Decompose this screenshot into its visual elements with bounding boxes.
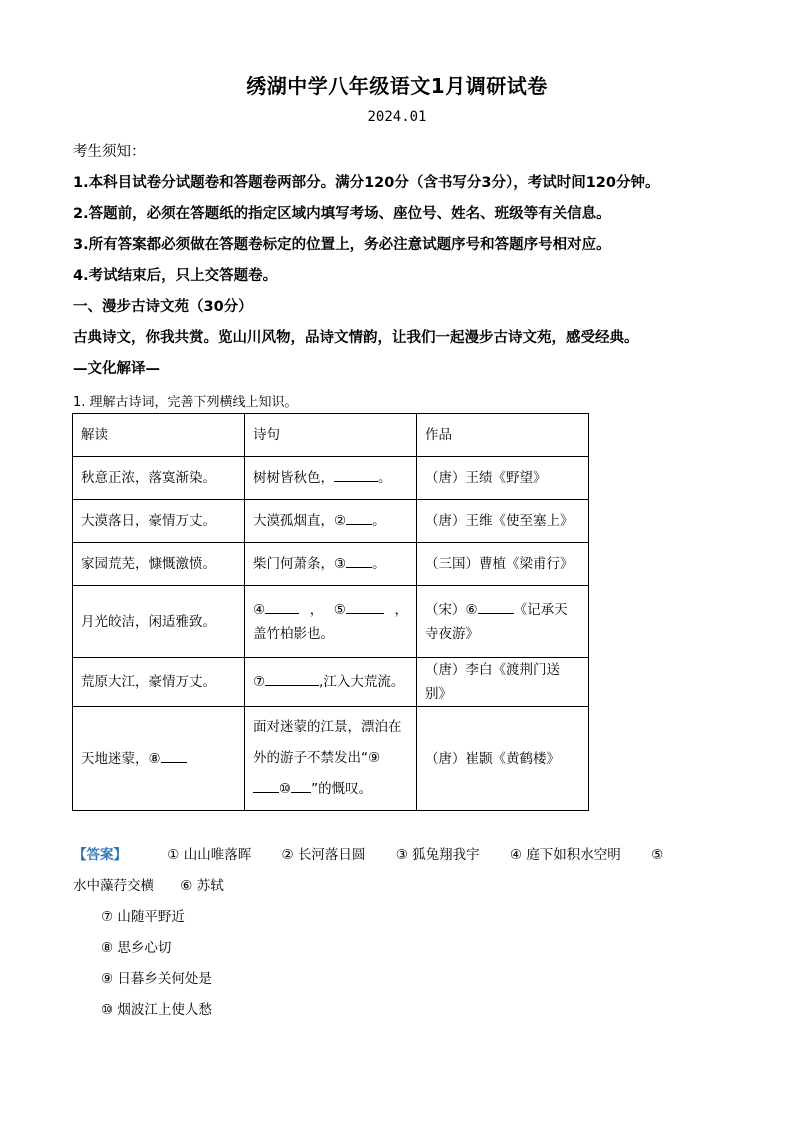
blank-marker: ⑤	[333, 601, 346, 618]
blank-marker: ⑦	[253, 674, 266, 690]
blank-10	[291, 778, 311, 793]
blank-8	[161, 748, 187, 763]
answer-num: ③	[395, 847, 408, 863]
answer-text: 庭下如积水空明	[526, 847, 621, 863]
question-text: 1. 理解古诗词，完善下列横线上知识。	[73, 395, 298, 410]
verse-end: ,江入大荒流。	[319, 674, 405, 690]
interp-text: 天地迷蒙，⑧	[81, 750, 161, 767]
verse-cell	[245, 586, 417, 658]
blank-1	[334, 467, 378, 482]
answer-text: 山山唯落晖	[183, 847, 252, 863]
answer-text: 思乡心切	[117, 940, 172, 956]
interp-cell: 荒原大江，豪情万丈。	[73, 658, 245, 707]
answer-text: 长河落日圆	[297, 847, 366, 863]
work-cell	[417, 586, 589, 658]
table-row	[73, 586, 589, 658]
table-header-row	[73, 414, 589, 457]
verse-end: 。	[378, 470, 392, 486]
blank-marker: ⑩	[279, 781, 292, 797]
verse-cell	[245, 707, 417, 811]
answer-num: ⑧	[101, 940, 114, 956]
blank-marker: （宋）⑥	[425, 601, 478, 618]
verse-end: ”的慨叹。	[311, 781, 373, 797]
work-title: 《记承天寺夜游》	[425, 601, 568, 642]
interp-cell: 月光皎洁，闲适雅致。	[73, 586, 245, 658]
notice-item-4: 4.考试结束后，只上交答题卷。	[73, 268, 278, 284]
answer-text: 烟波江上使人愁	[117, 1002, 212, 1018]
table-row	[73, 658, 589, 707]
notice-heading: 考生须知：	[73, 144, 146, 160]
work-cell: （唐）崔颢《黄鹤楼》	[417, 707, 589, 811]
section-intro: 古典诗文，你我共赏。览山川风物，品诗文情韵，让我们一起漫步古诗文苑，感受经典。	[73, 330, 639, 346]
table-row	[73, 543, 589, 586]
verse-cell	[245, 543, 417, 586]
answer-tag: 【答案】	[73, 847, 127, 863]
answer-row-5	[101, 967, 212, 987]
verse-text: 树树皆秋色，	[253, 470, 334, 486]
answer-num: ⑤	[651, 847, 664, 863]
blank-marker: ③	[334, 556, 347, 572]
header-cell-interp: 解读	[73, 414, 245, 457]
answer-num: ⑩	[101, 1002, 114, 1018]
table-row	[73, 457, 589, 500]
verse-cell	[245, 457, 417, 500]
verse-line-end: 盖竹柏影也。	[253, 625, 334, 642]
notice-item-2: 2.答题前，必须在答题纸的指定区域内填写考场、座位号、姓名、班级等有关信息。	[73, 206, 611, 222]
interp-cell	[73, 707, 245, 811]
table-row	[73, 707, 589, 811]
interp-cell: 大漠落日，豪情万丈。	[73, 500, 245, 543]
interp-cell: 家园荒芜，慷慨激愤。	[73, 543, 245, 586]
answer-row-1	[73, 843, 663, 863]
verse-line: 外的游子不禁发出“⑨	[253, 750, 381, 766]
answer-row-4	[101, 936, 171, 956]
work-cell: （唐）李白《渡荆门送别》	[417, 658, 589, 707]
answer-num: ⑨	[101, 971, 114, 987]
work-cell: （唐）王维《使至塞上》	[417, 500, 589, 543]
answer-num: ⑥	[180, 878, 193, 894]
verse-text: 大漠孤烟直，	[253, 513, 334, 529]
answer-row-6	[101, 998, 212, 1018]
interp-cell: 秋意正浓，落寞渐染。	[73, 457, 245, 500]
section-subtitle: —文化解译—	[73, 361, 160, 377]
blank-7	[265, 671, 319, 686]
answer-text: 山随平野近	[117, 909, 185, 925]
verse-line: 面对迷蒙的江景，漂泊在	[253, 719, 402, 735]
answer-num: ①	[167, 847, 180, 863]
verse-cell	[245, 658, 417, 707]
work-cell: （三国）曹植《梁甫行》	[417, 543, 589, 586]
answer-row-3	[101, 905, 185, 925]
verse-end: 。	[372, 513, 386, 529]
notice-item-1: 1.本科目试卷分试题卷和答题卷两部分。满分120分（含书写分3分），考试时间120分钟。	[73, 175, 660, 191]
answer-num: ④	[509, 847, 523, 863]
blank-2	[346, 510, 372, 525]
answer-text: 水中藻荇交横	[73, 878, 154, 894]
notice-item-3: 3.所有答案都必须做在答题卷标定的位置上，务必注意试题序号和答题序号相对应。	[73, 237, 611, 253]
answer-num: ②	[281, 847, 294, 863]
answer-text: 日暮乡关何处是	[117, 971, 212, 987]
blank-marker: ②	[334, 513, 347, 529]
table-row	[73, 500, 589, 543]
answer-text: 苏轼	[196, 878, 224, 894]
page-title: 绣湖中学八年级语文1月调研试卷	[246, 74, 548, 98]
verse-text: 柴门何萧条，	[253, 556, 334, 572]
exam-date: 2024.01	[367, 109, 427, 125]
blank-marker: ④	[253, 601, 266, 618]
answer-num: ⑦	[101, 909, 114, 925]
poem-table	[72, 413, 589, 811]
verse-end: 。	[372, 556, 386, 572]
verse-line	[253, 774, 408, 805]
blank-5	[346, 599, 384, 614]
section-title: 一、漫步古诗文苑（30分）	[73, 299, 253, 315]
blank-4	[265, 599, 299, 614]
work-cell: （唐）王绩《野望》	[417, 457, 589, 500]
blank-3	[346, 553, 372, 568]
verse-cell	[245, 500, 417, 543]
answer-row-2	[73, 874, 224, 894]
blank-6	[478, 599, 514, 614]
header-cell-work: 作品	[417, 414, 589, 457]
answer-text: 狐兔翔我宇	[412, 847, 480, 863]
verse-line: ④ ， ⑤ ，	[253, 598, 408, 622]
header-cell-verse: 诗句	[245, 414, 417, 457]
blank-9	[253, 778, 279, 793]
